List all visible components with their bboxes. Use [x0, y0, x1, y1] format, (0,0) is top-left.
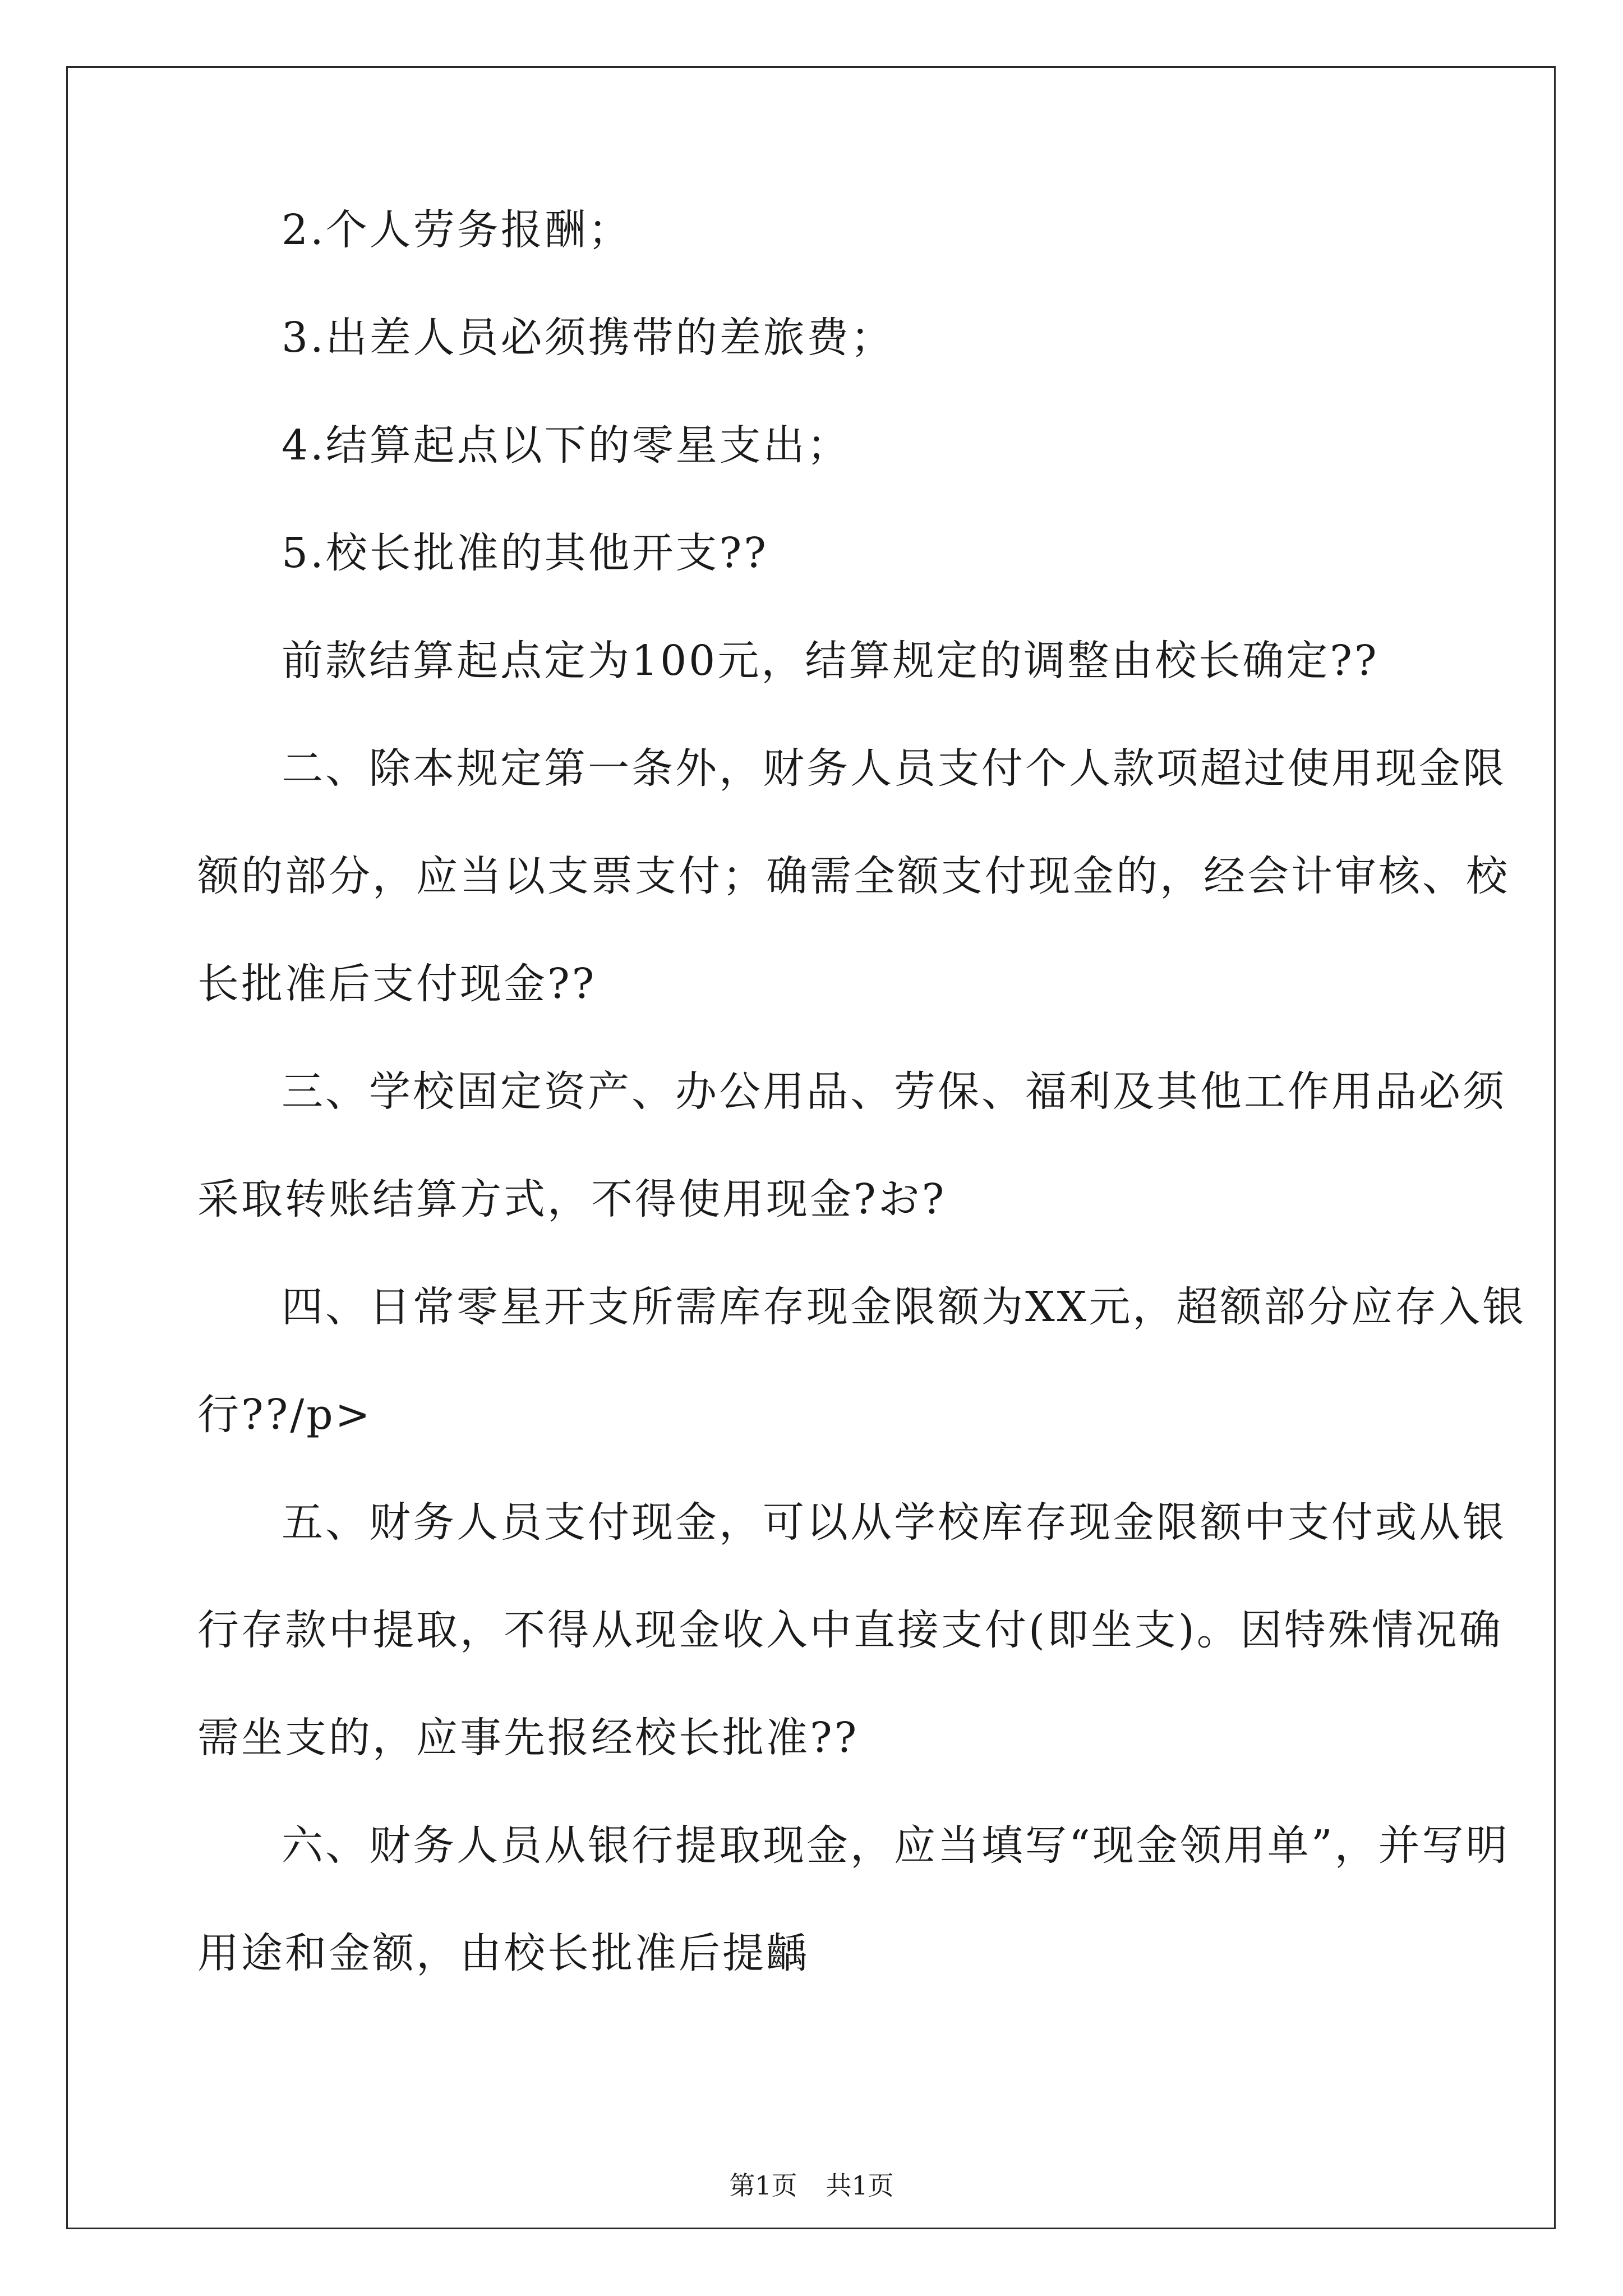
paragraph-line: 需坐支的，应事先报经校长批准?? [197, 1714, 859, 1762]
list-item: 3.出差人员必须携带的差旅费； [282, 314, 895, 362]
paragraph [197, 1279, 1526, 1443]
paragraph-line: 二、除本规定第一条外，财务人员支付个人款项超过使用现金限 [282, 744, 1506, 793]
paragraph [197, 633, 1379, 689]
paragraph-line: 长批准后支付现金?? [197, 960, 597, 1008]
paragraph-line: 行??/p> [197, 1391, 372, 1439]
paragraph-line: 三、学校固定资产、办公用品、劳保、福利及其他工作用品必须 [282, 1068, 1506, 1116]
paragraph [197, 1494, 1506, 1766]
list-item: 2.个人劳务报酬； [282, 206, 632, 254]
paragraph-line: 采取转账结算方式，不得使用现金?お? [197, 1175, 947, 1223]
paragraph-line: 六、财务人员从银行提取现金，应当填写“现金领用单”，并写明 [282, 1821, 1510, 1870]
paragraph-line: 前款结算起点定为100元，结算规定的调整由校长确定?? [282, 637, 1379, 685]
page-number: 第1页 [729, 2170, 797, 2201]
paragraph [197, 740, 1510, 1012]
list-item: 4.结算起点以下的零星支出； [282, 421, 851, 470]
paragraph [197, 1064, 1506, 1227]
paragraph [197, 1818, 1510, 1981]
paragraph-line: 行存款中提取，不得从现金收入中直接支付(即坐支)。因特殊情况确 [197, 1606, 1503, 1654]
list-item: 5.校长批准的其他开支?? [282, 529, 768, 577]
paragraph-line: 用途和金额，由校长批准后提齲 [197, 1929, 810, 1977]
paragraph-line: 额的部分，应当以支票支付；确需全额支付现金的，经会计审核、校 [197, 852, 1510, 900]
page-footer [0, 2169, 1623, 2202]
paragraph-line: 四、日常零星开支所需库存现金限额为XX元，超额部分应存入银 [282, 1283, 1527, 1331]
page-total: 共1页 [826, 2170, 894, 2201]
paragraph-line: 五、财务人员支付现金，可以从学校库存现金限额中支付或从银 [282, 1498, 1506, 1547]
